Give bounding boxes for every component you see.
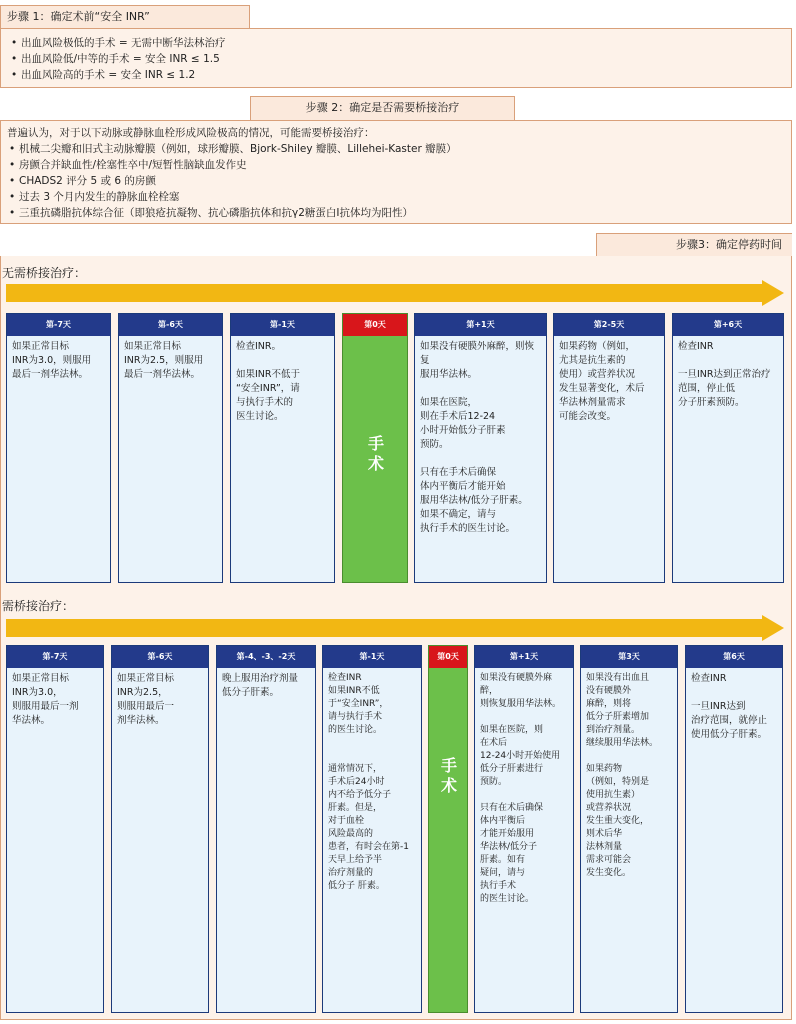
step2-item: • 三重抗磷脂抗体综合征（即狼疮抗凝物、抗心磷脂抗体和抗γ2糖蛋白I抗体均为阳性）	[7, 205, 785, 221]
day-header: 第-6天	[119, 314, 222, 336]
day-header: 第3天	[581, 646, 677, 668]
bridge-card	[685, 645, 783, 1013]
day-header: 第-4、-3、-2天	[217, 646, 315, 668]
day-header: 第0天	[343, 314, 407, 336]
card-text: 如果正常目标 INR为3.0，则服用 最后一剂华法林。	[12, 341, 92, 380]
step2-item: • CHADS2 评分 5 或 6 的房颤	[7, 173, 785, 189]
step1-title: 步骤 1：确定术前“安全 INR”	[0, 5, 250, 29]
card-text: 如果没有硬膜外麻醉， 则恢复服用华法林。 如果在医院，则 在术后 12-24小时开始使用 低分子肝素进行 预防。 只有在术后确保 体内平衡后 才能开始服用 华法林/低分子 肝素。如有 疑问，请与 执行手术 的医生讨论。	[480, 673, 562, 904]
timeline-arrow-bar	[6, 284, 762, 302]
step2-title: 步骤 2：确定是否需要桥接治疗	[250, 96, 515, 120]
step2-list	[7, 141, 785, 221]
bridge-label: 需桥接治疗：	[2, 599, 75, 613]
day-header: 第-6天	[112, 646, 208, 668]
step1-item: • 出血风险极低的手术 = 无需中断华法林治疗	[9, 35, 783, 51]
card-text: 检查INR 一旦INR达到正常治疗 范围，停止低 分子肝素预防。	[678, 341, 771, 408]
bridge-card	[216, 645, 316, 1013]
step2-item: • 房颤合并缺血性/栓塞性卒中/短暂性脑缺血发作史	[7, 157, 785, 173]
card-text: 晚上服用治疗剂量 低分子肝素。	[222, 673, 299, 698]
card-text: 如果正常目标 INR为2.5， 则服用最后一 剂华法林。	[117, 673, 175, 726]
card-text: 如果正常目标 INR为3.0， 则服用最后一剂 华法林。	[12, 673, 79, 726]
step1-item: • 出血风险高的手术 = 安全 INR ≤ 1.2	[9, 67, 783, 83]
arrow-head-icon	[762, 280, 784, 306]
day-header: 第+6天	[673, 314, 783, 336]
day-header: 第-1天	[231, 314, 334, 336]
no-bridge-card	[672, 313, 784, 583]
no-bridge-label: 无需桥接治疗：	[2, 266, 87, 280]
card-text: 如果正常目标 INR为2.5，则服用 最后一剂华法林。	[124, 341, 204, 380]
arrow-head-icon	[762, 615, 784, 641]
bridge-card	[474, 645, 574, 1013]
step2-panel	[0, 120, 792, 224]
timeline-arrow-bar	[6, 619, 762, 637]
day-header: 第+1天	[415, 314, 546, 336]
no-bridge-card	[6, 313, 111, 583]
surgery-label: 手术	[440, 756, 457, 795]
no-bridge-card	[414, 313, 547, 583]
step2-item: • 机械二尖瓣和旧式主动脉瓣膜（例如，球形瓣膜、Bjork-Shiley 瓣膜、Lillehei-Kaster 瓣膜）	[7, 141, 785, 157]
card-text: 如果没有出血且 没有硬膜外 麻醉，则将 低分子肝素增加 到治疗剂量。 继续服用华法林。 如果药物 （例如，特别是 使用抗生素） 或营养状况 发生重大变化， 则术后华 法林剂量 需求可能会 发生变化。	[586, 673, 659, 878]
card-text: 检查INR 一旦INR达到 治疗范围，就停止 使用低分子肝素。	[691, 673, 768, 740]
card-text: 如果药物（例如， 尤其是抗生素的 使用）或营养状况 发生显著变化，术后 华法林剂量需求 可能会改变。	[559, 341, 645, 422]
day-header: 第2-5天	[554, 314, 664, 336]
bridge-card	[580, 645, 678, 1013]
no-bridge-card	[230, 313, 335, 583]
step1-item: • 出血风险低/中等的手术 = 安全 INR ≤ 1.5	[9, 51, 783, 67]
step3-title: 步骤3：确定停药时间	[596, 233, 792, 257]
day-header: 第6天	[686, 646, 782, 668]
bridge-card	[322, 645, 422, 1013]
surgery-day-column	[428, 645, 468, 1013]
step1-panel	[0, 28, 792, 88]
card-text: 检查INR 如果INR不低 于“安全INR”， 请与执行手术 的医生讨论。 通常情况下， 手术后24小时 内不给予低分子 肝素。但是， 对于血栓 风险最高的 患者，有时会在第-1 天早上给予半 治疗剂量的 低分子 肝素。	[328, 673, 409, 891]
day-header: 第-1天	[323, 646, 421, 668]
card-text: 检查INR。 如果INR不低于 “安全INR”，请 与执行手术的 医生讨论。	[236, 341, 301, 422]
surgery-label: 手术	[367, 434, 384, 473]
bridge-card	[111, 645, 209, 1013]
day-header: 第-7天	[7, 646, 103, 668]
no-bridge-card	[118, 313, 223, 583]
step2-item: • 过去 3 个月内发生的静脉血栓栓塞	[7, 189, 785, 205]
day-header: 第-7天	[7, 314, 110, 336]
bridge-card	[6, 645, 104, 1013]
step1-list	[9, 35, 783, 83]
day-header: 第0天	[429, 646, 467, 668]
step2-intro: 普遍认为，对于以下动脉或静脉血栓形成风险极高的情况，可能需要桥接治疗：	[7, 127, 375, 139]
surgery-day-column	[342, 313, 408, 583]
no-bridge-card	[553, 313, 665, 583]
card-text: 如果没有硬膜外麻醉，则恢复 服用华法林。 如果在医院， 则在手术后12-24 小时开始低分子肝素 预防。 只有在手术后确保 体内平衡后才能开始 服用华法林/低分子肝素。 如果不确定，请与 执行手术的医生讨论。	[420, 341, 535, 534]
day-header: 第+1天	[475, 646, 573, 668]
